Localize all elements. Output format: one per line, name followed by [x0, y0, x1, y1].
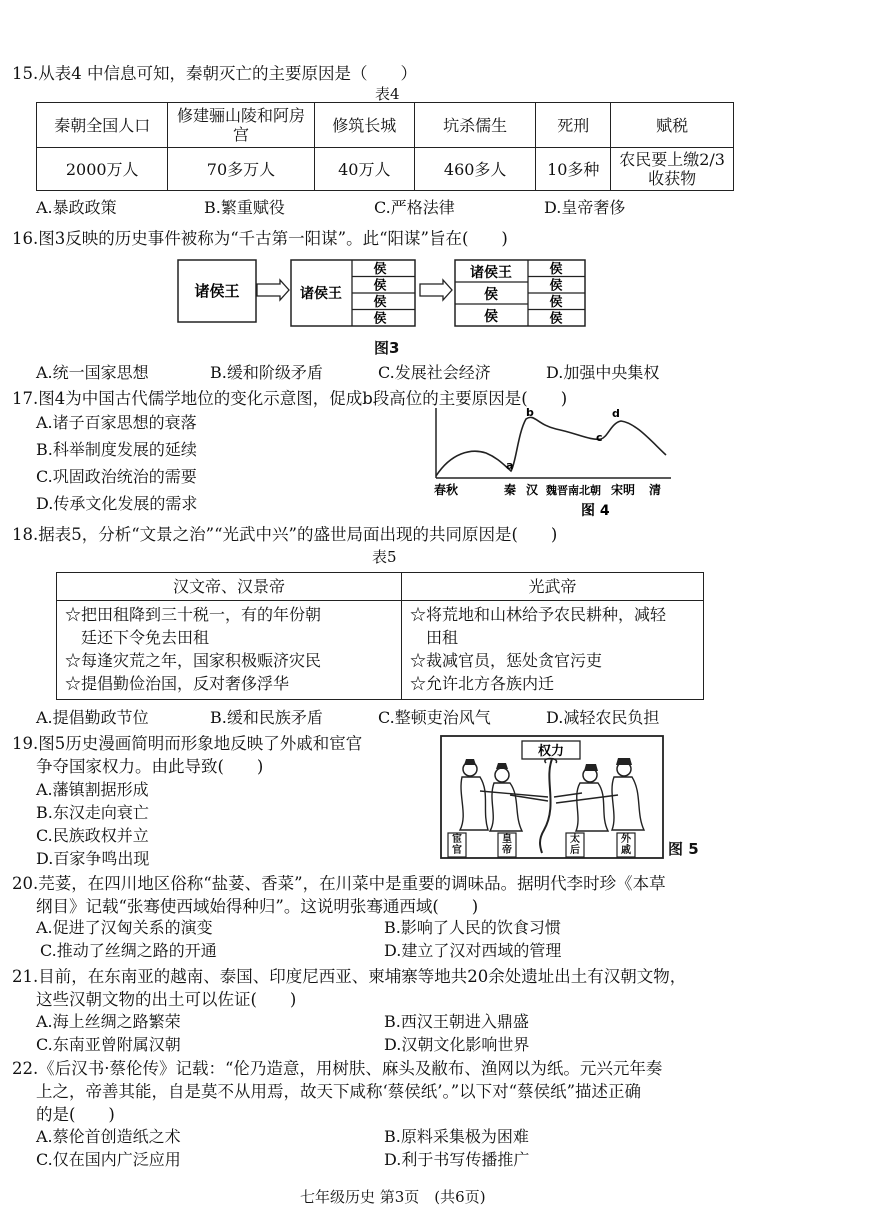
cartoon-tag-relatives: 外戚	[621, 834, 631, 856]
q16-option-d[interactable]: D.加强中央集权	[546, 363, 660, 382]
q17-option-a[interactable]: A.诸子百家思想的衰落	[36, 413, 197, 432]
table4-caption: 表4	[375, 85, 400, 103]
diagram-box2-sub: 侯	[373, 278, 387, 294]
cartoon-tag-emperor: 皇帝	[502, 834, 512, 856]
diagram-box1-label: 诸侯王	[194, 282, 240, 300]
q15-stem: 15.从表4 中信息可知，秦朝灭亡的主要原因是（ ）	[12, 64, 417, 83]
point-label-b: b	[526, 406, 534, 419]
cartoon-tag-empress-dowager: 太后	[570, 834, 580, 856]
q21-stem-line2: 这些汉朝文物的出土可以佐证( )	[36, 990, 297, 1009]
diagram-box3-right: 侯	[549, 262, 563, 277]
diagram-box3-right: 侯	[549, 311, 563, 327]
q20-option-b[interactable]: B.影响了人民的饮食习惯	[384, 918, 561, 937]
table5-col1	[57, 601, 402, 700]
table5-header: 汉文帝、汉景帝	[57, 573, 402, 601]
q20-option-c[interactable]: C.推动了丝绸之路的开通	[40, 941, 217, 960]
q17-option-d[interactable]: D.传承文化发展的需求	[36, 494, 198, 513]
figure3-diagram	[175, 254, 590, 336]
q19-option-c[interactable]: C.民族政权并立	[36, 826, 149, 845]
table4-header: 修建骊山陵和阿房宫	[168, 103, 314, 148]
q16-stem: 16.图3反映的历史事件被称为“千古第一阳谋”。此“阳谋”旨在( )	[12, 229, 508, 248]
arrow-right-icon	[420, 280, 452, 300]
q21-option-b[interactable]: B.西汉王朝进入鼎盛	[384, 1012, 529, 1031]
q21-option-d[interactable]: D.汉朝文化影响世界	[384, 1035, 530, 1054]
q19-stem-line1: 19.图5历史漫画简明而形象地反映了外戚和宦官	[12, 734, 363, 753]
diagram-box3-left: 诸侯王	[470, 265, 512, 281]
q19-option-b[interactable]: B.东汉走向衰亡	[36, 803, 149, 822]
q16-option-b[interactable]: B.缓和阶级矛盾	[210, 363, 323, 382]
q22-option-c[interactable]: C.仅在国内广泛应用	[36, 1150, 181, 1169]
q18-option-c[interactable]: C.整顿吏治风气	[378, 708, 491, 727]
table4-cell: 10多种	[536, 148, 611, 191]
diagram-box2-sub: 侯	[373, 262, 387, 277]
table5-header: 光武帝	[402, 573, 704, 601]
figure4-chart	[426, 403, 676, 518]
q22-stem-line1: 22.《后汉书·蔡伦传》记载：“伦乃造意，用树肤、麻头及敝布、渔网以为纸。元兴元年奏	[12, 1059, 663, 1078]
cartoon-power-label: 权力	[537, 744, 565, 759]
diagram-box3-right: 侯	[549, 278, 563, 294]
ruxue-curve	[436, 417, 666, 476]
table4-cell: 2000万人	[37, 148, 168, 191]
q18-stem: 18.据表5，分析“文景之治”“光武中兴”的盛世局面出现的共同原因是( )	[12, 525, 558, 544]
point-label-d: d	[612, 407, 620, 420]
q15-option-a[interactable]: A.暴政政策	[36, 198, 117, 217]
arrow-right-icon	[257, 280, 289, 300]
table4-header: 坑杀儒生	[414, 103, 535, 148]
cartoon-tag-eunuch: 宦官	[452, 834, 462, 856]
diagram-box2-main: 诸侯王	[300, 286, 342, 302]
q16-option-c[interactable]: C.发展社会经济	[378, 363, 491, 382]
axis-label: 汉	[526, 483, 539, 497]
q18-option-a[interactable]: A.提倡勤政节位	[36, 708, 149, 727]
q20-option-a[interactable]: A.促进了汉匈关系的演变	[36, 918, 213, 937]
q17-option-b[interactable]: B.科举制度发展的延续	[36, 440, 197, 459]
table5-item: ☆将荒地和山林给予农民耕种，减轻	[410, 605, 667, 624]
q18-option-b[interactable]: B.缓和民族矛盾	[210, 708, 323, 727]
q17-option-c[interactable]: C.巩固政治统治的需要	[36, 467, 197, 486]
q15-option-d[interactable]: D.皇帝奢侈	[544, 198, 626, 217]
axis-label: 宋明	[611, 483, 636, 497]
axis-label: 清	[649, 483, 662, 497]
axis-label: 春秋	[434, 483, 459, 497]
axis-label: 秦	[504, 483, 517, 497]
axis-label: 魏晋南北朝	[546, 484, 601, 497]
q16-option-a[interactable]: A.统一国家思想	[36, 363, 149, 382]
q19-option-d[interactable]: D.百家争鸣出现	[36, 849, 150, 868]
q17-stem: 17.图4为中国古代儒学地位的变化示意图，促成b段高位的主要原因是( )	[12, 389, 568, 408]
q22-option-b[interactable]: B.原料采集极为困难	[384, 1127, 529, 1146]
q20-stem-line1: 20.芫荽，在四川地区俗称“盐荽、香菜”，在川菜中是重要的调味品。据明代李时珍《本草	[12, 874, 666, 893]
q22-option-a[interactable]: A.蔡伦首创造纸之术	[36, 1127, 181, 1146]
diagram-box2-sub: 侯	[373, 295, 387, 310]
q19-option-a[interactable]: A.藩镇割据形成	[36, 780, 149, 799]
table4-cell: 70多万人	[168, 148, 314, 191]
q15-option-c[interactable]: C.严格法律	[374, 198, 455, 217]
q19-stem-line2: 争夺国家权力。由此导致( )	[36, 757, 264, 776]
figure3-caption: 图3	[374, 339, 400, 357]
figure5-caption: 图 5	[668, 840, 699, 858]
table5	[56, 572, 704, 700]
diagram-box3-left: 侯	[484, 287, 498, 303]
table5-col2	[402, 601, 704, 700]
table5-item: 田租	[426, 628, 459, 647]
q18-option-d[interactable]: D.减轻农民负担	[546, 708, 660, 727]
point-label-c: c	[596, 431, 603, 444]
table4	[36, 102, 734, 191]
point-label-a: a	[506, 459, 514, 472]
table4-header: 死刑	[536, 103, 611, 148]
q21-stem-line1: 21.目前，在东南亚的越南、泰国、印度尼西亚、柬埔寨等地共20余处遗址出土有汉朝文物，	[12, 967, 687, 986]
table4-header: 秦朝全国人口	[37, 103, 168, 148]
table5-item: ☆每逢灾荒之年，国家积极赈济灾民	[65, 651, 322, 670]
q15-option-b[interactable]: B.繁重赋役	[204, 198, 285, 217]
table5-item: ☆裁减官员，惩处贪官污吏	[410, 651, 603, 670]
table5-item: ☆把田租降到三十税一，有的年份朝	[65, 605, 322, 624]
q22-stem-line2: 上之，帝善其能，自是莫不从用焉，故天下咸称‘蔡侯纸’。”以下对“蔡侯纸”描述正确	[36, 1082, 642, 1101]
q22-option-d[interactable]: D.利于书写传播推广	[384, 1150, 530, 1169]
table5-item: ☆提倡勤俭治国，反对奢侈浮华	[65, 674, 290, 693]
page-footer: 七年级历史 第3页 (共6页)	[300, 1188, 486, 1206]
figure4-caption: 图 4	[581, 503, 610, 518]
diagram-box3-right: 侯	[549, 295, 563, 310]
table4-cell: 40万人	[314, 148, 414, 191]
table4-cell: 农民要上缴2/3收获物	[611, 148, 734, 191]
table5-item: 廷还下令免去田租	[81, 628, 210, 647]
table4-header: 赋税	[611, 103, 734, 148]
q21-option-a[interactable]: A.海上丝绸之路繁荣	[36, 1012, 181, 1031]
q21-option-c[interactable]: C.东南亚曾附属汉朝	[36, 1035, 181, 1054]
diagram-box2-sub: 侯	[373, 311, 387, 327]
table4-cell: 460多人	[414, 148, 535, 191]
q20-option-d[interactable]: D.建立了汉对西域的管理	[384, 941, 562, 960]
table5-caption: 表5	[372, 548, 397, 566]
q20-stem-line2: 纲目》记载“张骞使西域始得种归”。这说明张骞通西域( )	[36, 897, 479, 916]
table5-item: ☆允许北方各族内迁	[410, 674, 555, 693]
q22-stem-line3: 的是( )	[36, 1105, 115, 1124]
table4-header: 修筑长城	[314, 103, 414, 148]
diagram-box3-left: 侯	[484, 309, 498, 325]
